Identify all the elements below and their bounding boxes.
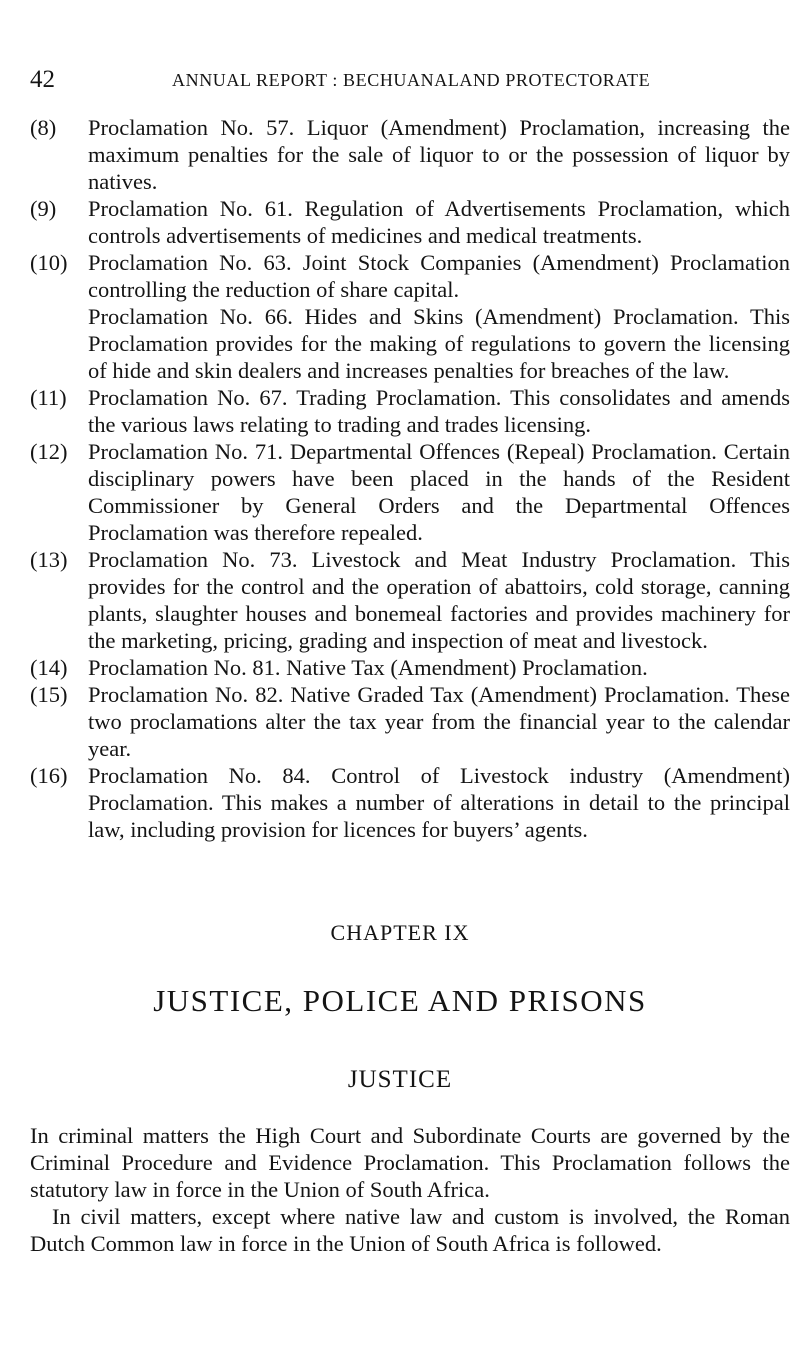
item-number: (9) — [30, 196, 57, 221]
list-item — [30, 438, 790, 546]
page-header — [30, 66, 760, 100]
paragraph: In criminal matters the High Court and Subordinate Courts are governed by the Criminal Procedure and Evidence Proclamation. This Proclamation follows the statutory law in force in the Union of South Africa. — [30, 1123, 790, 1202]
list-item — [30, 303, 790, 384]
list-item — [30, 249, 790, 303]
item-text: Proclamation No. 84. Control of Livestock industry (Amendment) Proclamation. This makes a number of alterations in detail to the principal law, including provision for licences for buyers’ agents. — [88, 763, 790, 842]
item-text: Proclamation No. 81. Native Tax (Amendment) Proclamation. — [88, 655, 648, 680]
item-text: Proclamation No. 57. Liquor (Amendment) Proclamation, increasing the maximum penalties for the sale of liquor to or the possession of liquor by natives. — [88, 115, 790, 194]
proclamation-list — [30, 114, 790, 843]
paragraph: In civil matters, except where native law and custom is involved, the Roman Dutch Common law in force in the Union of South Africa is followed. — [30, 1204, 790, 1256]
list-item — [30, 681, 790, 762]
item-text: Proclamation No. 82. Native Graded Tax (Amendment) Proclamation. These two proclamations alter the tax year from the financial year to the calendar year. — [88, 682, 790, 761]
chapter-heading: CHAPTER IX — [330, 920, 470, 945]
item-number: (14) — [30, 655, 68, 680]
item-number: (13) — [30, 547, 68, 572]
list-item — [30, 546, 790, 654]
item-number: (8) — [30, 115, 57, 140]
item-text: Proclamation No. 61. Regulation of Advertisements Proclamation, which controls advertisements of medicines and medical treatments. — [88, 196, 790, 248]
item-text: Proclamation No. 63. Joint Stock Companies (Amendment) Proclamation controlling the reduction of share capital. — [88, 250, 790, 302]
list-item — [30, 654, 790, 681]
section-title: JUSTICE, POLICE AND PRISONS — [153, 983, 647, 1018]
item-number: (15) — [30, 682, 68, 707]
list-item — [30, 114, 790, 195]
item-number: (11) — [30, 385, 67, 410]
list-item — [30, 762, 790, 843]
item-text: Proclamation No. 73. Livestock and Meat Industry Proclamation. This provides for the control and the operation of abattoirs, cold storage, canning plants, slaughter houses and bonemeal factories and provides machinery for the marketing, pricing, grading and inspection of meat and livestock. — [88, 547, 790, 653]
item-text: Proclamation No. 71. Departmental Offences (Repeal) Proclamation. Certain disciplinary powers have been placed in the hands of the Resident Commissioner by General Orders and the Departmental Offences Proclamation was therefore repealed. — [88, 439, 790, 545]
item-number: (10) — [30, 250, 68, 275]
list-item — [30, 384, 790, 438]
item-number: (16) — [30, 763, 68, 788]
item-text: Proclamation No. 66. Hides and Skins (Amendment) Proclamation. This Proclamation provides for the making of regulations to govern the licensing of hide and skin dealers and increases penalties for breaches of the law. — [88, 304, 790, 383]
item-number: (12) — [30, 439, 68, 464]
list-item — [30, 195, 790, 249]
page-number: 42 — [30, 66, 55, 93]
body-text — [30, 1122, 790, 1257]
item-text: Proclamation No. 67. Trading Proclamation. This consolidates and amends the various laws relating to trading and trades licensing. — [88, 385, 790, 437]
running-head: ANNUAL REPORT : BECHUANALAND PROTECTORATE — [172, 70, 651, 90]
subsection-title: JUSTICE — [347, 1066, 453, 1093]
